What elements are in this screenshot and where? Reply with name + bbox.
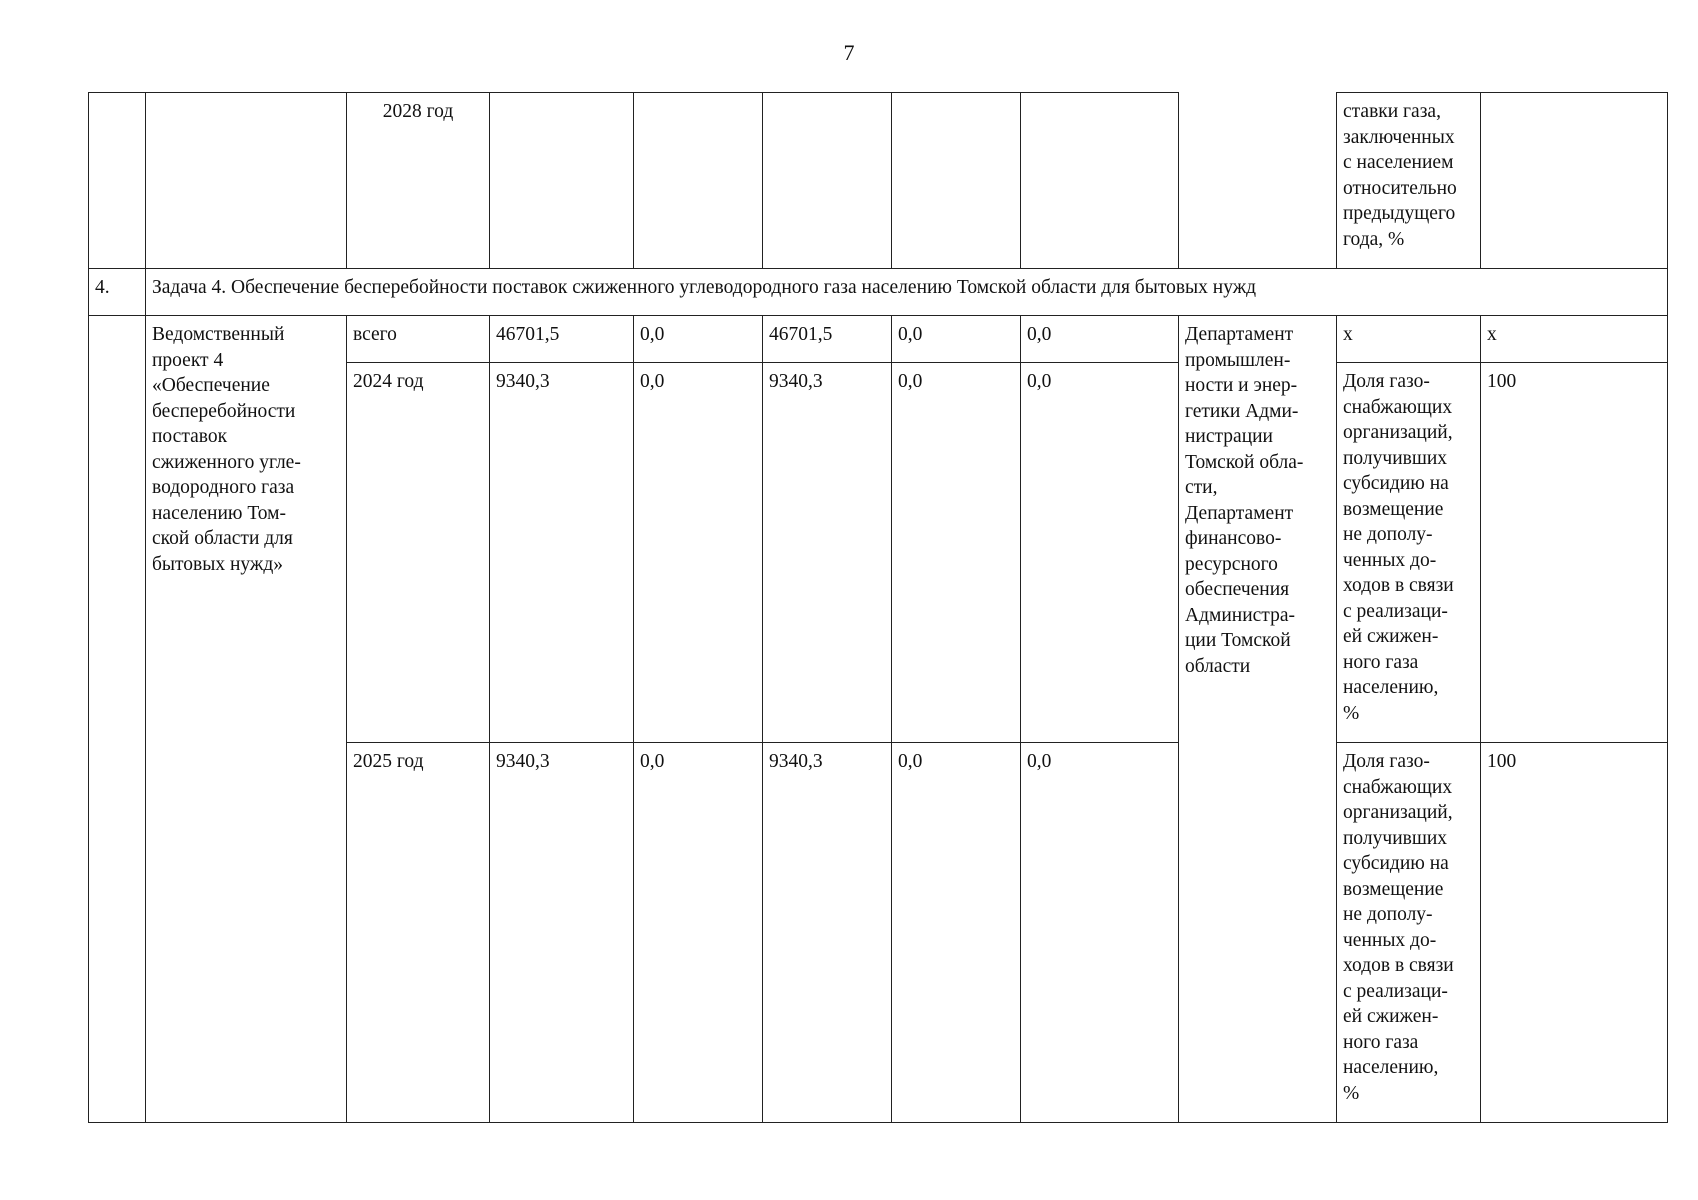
amount-federal-cell: 0,0 (634, 363, 763, 743)
task-number: 4. (89, 269, 146, 316)
amount-total-cell (490, 93, 634, 269)
indicator-cell: ставки газа, заключенных с населением относительно предыдущего года, % (1337, 93, 1481, 269)
indicator-cell: х (1337, 316, 1481, 363)
project-name-cell: Ведомственный проект 4 «Обеспечение бесперебойности поставок сжиженного угле- водородного газа населению Том- ской области для бытовых нужд» (146, 316, 347, 1123)
amount-other-cell: 0,0 (1021, 363, 1179, 743)
amount-federal-cell (634, 93, 763, 269)
indicator-value-cell: 100 (1481, 743, 1668, 1123)
indicator-cell: Доля газо- снабжающих организаций, получивших субсидию на возмещение не дополу- ченных до- ходов в связи с реализаци- ей сжижен- ного газа населению, % (1337, 743, 1481, 1123)
indicator-value-cell (1481, 93, 1668, 269)
amount-other-cell (1021, 93, 1179, 269)
executor-cell (1179, 93, 1337, 269)
period-cell: 2028 год (347, 93, 490, 269)
task-row (89, 269, 1668, 316)
indicator-value-cell: х (1481, 316, 1668, 363)
table-row (89, 316, 1668, 363)
amount-local-cell: 0,0 (892, 316, 1021, 363)
amount-regional-cell: 46701,5 (763, 316, 892, 363)
program-table (88, 92, 1668, 1123)
indicator-value-cell: 100 (1481, 363, 1668, 743)
row-number-cell (89, 93, 146, 269)
amount-other-cell: 0,0 (1021, 316, 1179, 363)
period-cell: всего (347, 316, 490, 363)
task-title: Задача 4. Обеспечение бесперебойности поставок сжиженного углеводородного газа населению Томской области для бытовых нужд (146, 269, 1668, 316)
executor-cell: Департамент промышлен- ности и энер- гетики Адми- нистрации Томской обла- сти, Департамент финансово- ресурсного обеспечения Администра- ции Томской области (1179, 316, 1337, 1123)
amount-local-cell: 0,0 (892, 363, 1021, 743)
amount-local-cell (892, 93, 1021, 269)
amount-regional-cell (763, 93, 892, 269)
amount-federal-cell: 0,0 (634, 743, 763, 1123)
amount-other-cell: 0,0 (1021, 743, 1179, 1123)
indicator-cell: Доля газо- снабжающих организаций, получивших субсидию на возмещение не дополу- ченных до- ходов в связи с реализаци- ей сжижен- ного газа населению, % (1337, 363, 1481, 743)
row-number-cell (89, 316, 146, 1123)
period-cell: 2024 год (347, 363, 490, 743)
table-row (89, 93, 1668, 269)
amount-regional-cell: 9340,3 (763, 363, 892, 743)
period-cell: 2025 год (347, 743, 490, 1123)
amount-federal-cell: 0,0 (634, 316, 763, 363)
amount-total-cell: 9340,3 (490, 743, 634, 1123)
name-cell (146, 93, 347, 269)
page-number: 7 (843, 40, 855, 65)
amount-regional-cell: 9340,3 (763, 743, 892, 1123)
amount-total-cell: 46701,5 (490, 316, 634, 363)
amount-total-cell: 9340,3 (490, 363, 634, 743)
amount-local-cell: 0,0 (892, 743, 1021, 1123)
